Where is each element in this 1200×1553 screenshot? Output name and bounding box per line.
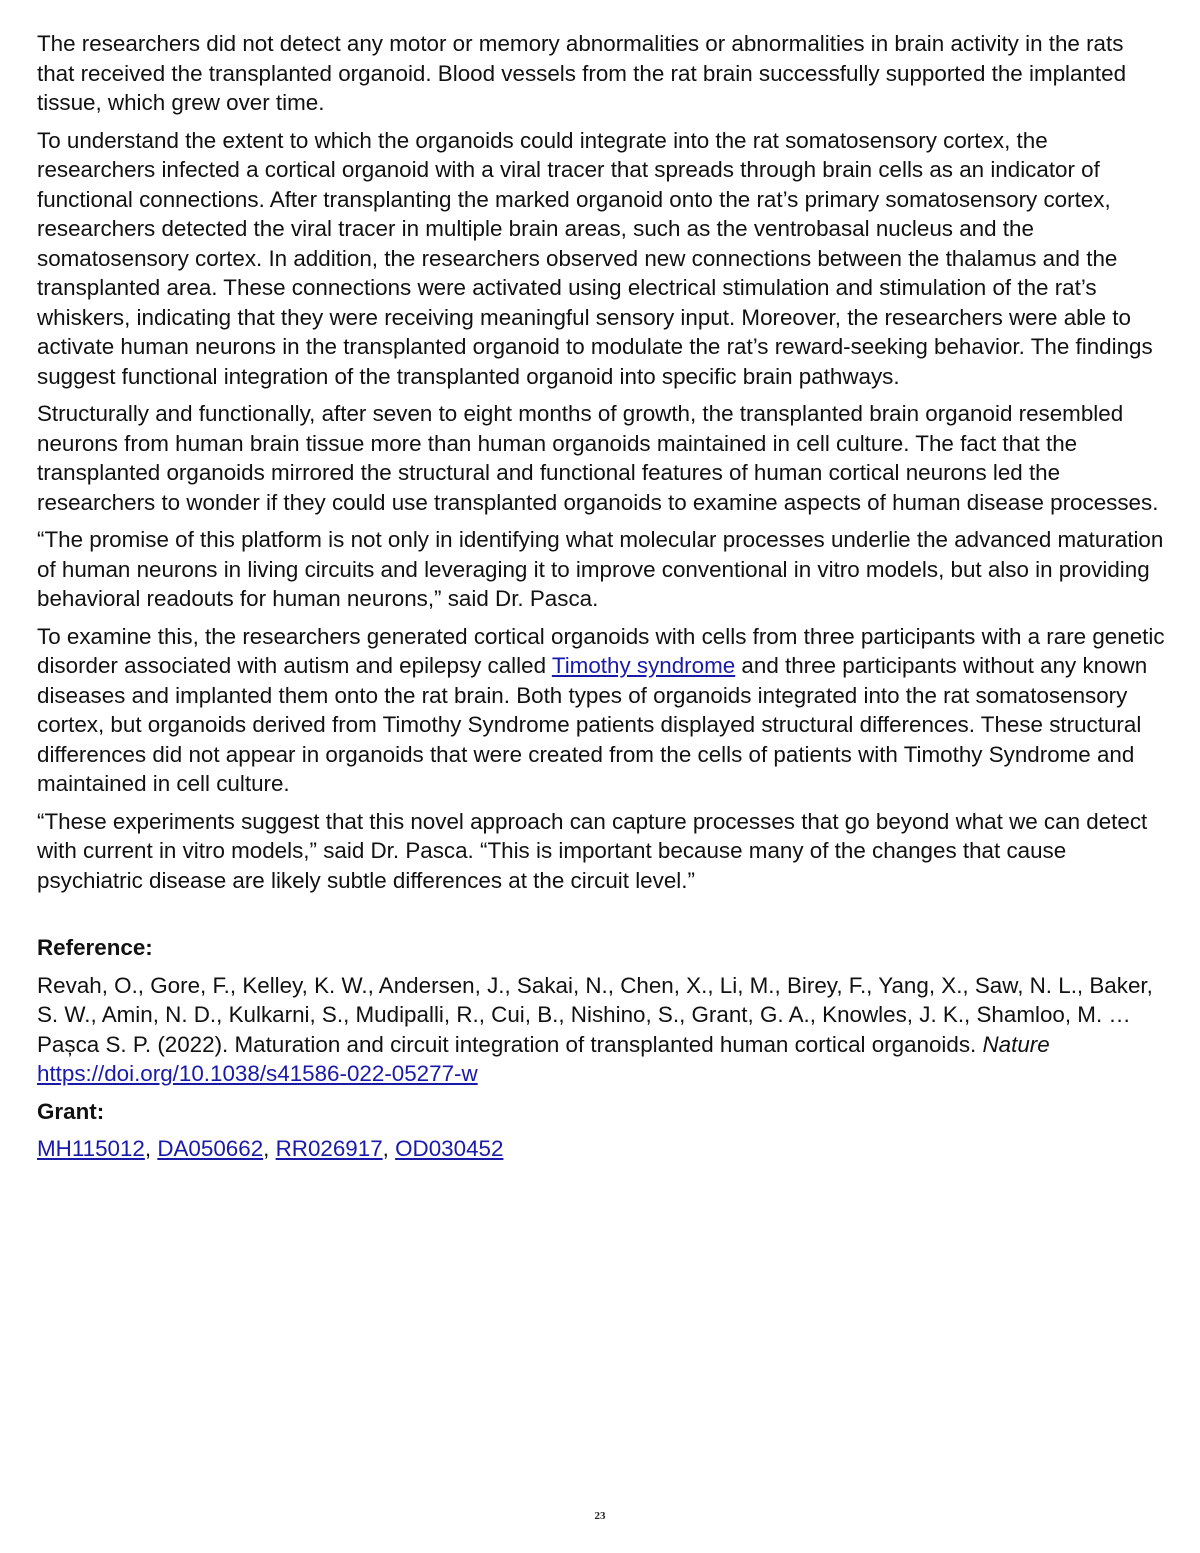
paragraph-integration: To understand the extent to which the organoids could integrate into the rat somatosensory cortex, the researchers infected a cortical organoid with a viral tracer that spreads through brain cells as an indicator of functional connections. After transplanting the marked organoid onto the rat’s primary somatosensory cortex, researchers detected the viral tracer in multiple brain areas, such as the ventrobasal nucleus and the somatosensory cortex. In addition, the researchers observed new connections between the thalamus and the transplanted area. These connections were activated using electrical stimulation and stimulation of the rat’s whiskers, indicating that they were receiving meaningful sensory input. Moreover, the researchers were able to activate human neurons in the transplanted organoid to modulate the rat’s reward-seeking behavior. The findings suggest functional integration of the transplanted organoid into specific brain pathways.: [37, 127, 1153, 389]
grant-separator: ,: [263, 1136, 276, 1161]
grant-link-4[interactable]: OD030452: [395, 1136, 504, 1161]
reference-citation: [37, 971, 1165, 1089]
timothy-text-before: To examine this, the researchers generated cortical organoids with cells from three participants with a rare genetic disorder associated with autism and epilepsy called: [37, 623, 1165, 678]
paragraph-rat-abnormalities: The researchers did not detect any motor or memory abnormalities or abnormalities in brain activity in the rats that received the transplanted organoid. Blood vessels from the rat brain successfully supported the implanted tissue, which grew over time.: [37, 31, 1127, 115]
grant-link-1[interactable]: MH115012: [37, 1136, 145, 1161]
reference-heading: Reference:: [37, 935, 153, 960]
grant-link-3[interactable]: RR026917: [275, 1136, 383, 1161]
doi-link[interactable]: https://doi.org/10.1038/s41586-022-05277-w: [37, 1061, 478, 1086]
grant-separator: ,: [144, 1136, 158, 1161]
grant-link-2[interactable]: DA050662: [157, 1136, 264, 1161]
section-spacer: [37, 903, 1165, 933]
paragraph-structural-functional: Structurally and functionally, after seven to eight months of growth, the transplanted brain organoid resembled neurons from human brain tissue more than human organoids maintained in cell culture. The fact that the transplanted organoids mirrored the structural and functional features of human cortical neurons led the researchers to wonder if they could use transplanted organoids to examine aspects of human disease processes.: [37, 401, 1159, 515]
citation-text: Revah, O., Gore, F., Kelley, K. W., Andersen, J., Sakai, N., Chen, X., Li, M., Birey, F., Yang, X., Saw, N. L., Baker, S. W., Amin, N. D., Kulkarni, S., Mudipalli, R., Cui, B., Nishino, S., Grant, G. A., Knowles, J. K., Shamloo, M. … Pașca S. P. (2022). Maturation and circuit integration of transplanted human cortical organoids.: [37, 972, 1153, 1057]
grant-heading: Grant:: [37, 1098, 105, 1124]
paragraph-pasca-quote-experiments: “These experiments suggest that this novel approach can capture processes that go beyond what we can detect with current in vitro models,” said Dr. Pasca. “This is important because many of the changes that cause psychiatric disease are likely subtle differences at the circuit level.”: [37, 808, 1148, 893]
timothy-text-after: and three participants without any known diseases and implanted them onto the rat brain. Both types of organoids integrated into the rat somatosensory cortex, but organoids derived from Timothy Syndrome patients displayed structural differences. These structural differences did not appear in organoids that were created from the cells of patients with Timothy Syndrome and maintained in cell culture.: [37, 653, 1148, 796]
grant-list: [37, 1134, 1165, 1164]
paragraph-timothy-syndrome: [37, 622, 1165, 799]
grant-separator: ,: [382, 1136, 396, 1161]
page-number: 23: [594, 1510, 606, 1522]
journal-name: Nature: [982, 1031, 1050, 1057]
timothy-syndrome-link[interactable]: Timothy syndrome: [551, 653, 736, 678]
paragraph-pasca-quote-platform: “The promise of this platform is not only in identifying what molecular processes underlie the advanced maturation of human neurons in living circuits and leveraging it to improve conventional in vitro models, but also in providing behavioral readouts for human neurons,” said Dr. Pasca.: [37, 527, 1164, 611]
document-body: [37, 29, 1165, 1164]
